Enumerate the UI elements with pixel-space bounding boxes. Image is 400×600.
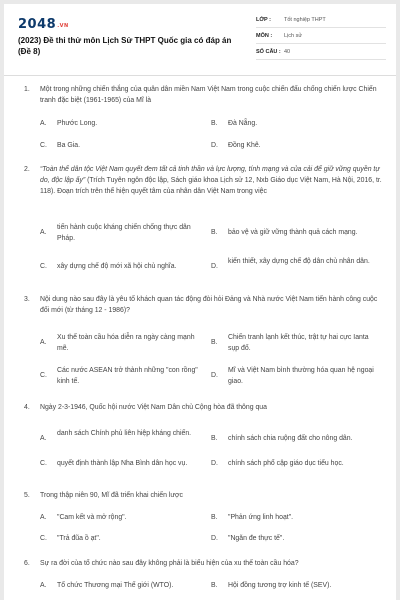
option-text: Tổ chức Thương mại Thế giới (WTO). — [57, 582, 174, 589]
meta-label: LỚP : — [256, 16, 271, 23]
question-number: 4. — [24, 404, 30, 411]
option-b[interactable] — [211, 227, 376, 238]
option-text: bảo vệ và giữ vững thành quả cách mạng. — [228, 229, 358, 236]
option-c[interactable] — [40, 140, 205, 151]
exam-page — [4, 4, 396, 600]
meta-value: Lịch sử — [284, 32, 303, 39]
question-body: Nội dung nào sau đây là yêu tố khách quan tác động đòi hỏi Đảng và Nhà nước Việt Nam tiến hành công cuộc đổi mới (từ tháng 12 - 1986)? — [40, 296, 378, 314]
option-letter: B. — [211, 514, 218, 521]
option-letter: D. — [211, 460, 218, 467]
option-b[interactable] — [211, 580, 376, 591]
option-letter: C. — [40, 142, 47, 149]
option-d[interactable] — [211, 256, 376, 270]
logo-text: 2048 — [18, 17, 57, 32]
option-letter: D. — [211, 263, 218, 270]
question-body: Sự ra đời của tổ chức nào sau đây không phải là biểu hiện của xu thế toàn cầu hóa? — [40, 560, 299, 567]
page-title: (2023) Đề thi thử môn Lịch Sử THPT Quốc gia có đáp án (Đề 8) — [18, 36, 232, 56]
meta-label: MÔN : — [256, 32, 273, 39]
option-letter: C. — [40, 535, 47, 542]
option-c[interactable] — [40, 261, 205, 272]
question-number: 3. — [24, 296, 30, 303]
meta-row-subject — [256, 28, 386, 44]
question-text — [24, 558, 384, 569]
option-text: chính sách phổ cập giáo dục tiểu học. — [228, 460, 344, 467]
option-a[interactable] — [40, 332, 205, 354]
option-letter: B. — [211, 435, 218, 442]
question-text — [24, 164, 384, 197]
question-body: Ngày 2-3-1946, Quốc hội nước Việt Nam Dân chủ Cộng hòa đã thông qua — [40, 404, 267, 411]
question-body: Một trong những chiến thắng của quân dân miền Nam Việt Nam trong cuộc chiến đấu chống chiến lược Chiến tranh đặc biệt (1961-1965) của Mĩ là — [40, 86, 377, 104]
option-letter: D. — [211, 535, 218, 542]
option-a[interactable] — [40, 512, 205, 523]
option-text: kiến thiết, xây dựng chế độ dân chủ nhân dân. — [228, 258, 370, 265]
option-letter: D. — [211, 372, 218, 379]
exam-header — [4, 4, 396, 76]
option-d[interactable] — [211, 365, 376, 387]
option-c[interactable] — [40, 533, 205, 544]
option-letter: B. — [211, 339, 218, 346]
option-b[interactable] — [211, 433, 376, 444]
question-body — [40, 164, 384, 197]
question-source: (Trích Tuyên ngôn độc lập, Sách giáo khoa Lịch sử 12, Nxb Giáo dục Việt Nam, Hà Nội, 2016, tr. 118). Đoạn trích trên thể hiện quyết tâm của nhân dân Việt Nam trong việc — [40, 177, 382, 195]
option-text: Đồng Khê. — [228, 142, 261, 149]
meta-row-count — [256, 44, 386, 60]
option-text: tiến hành cuộc kháng chiến chống thực dân Pháp. — [57, 224, 191, 242]
option-a[interactable] — [40, 580, 205, 591]
option-text: Đà Nẵng. — [228, 120, 258, 127]
option-letter: A. — [40, 435, 47, 442]
option-letter: A. — [40, 229, 47, 236]
option-d[interactable] — [211, 533, 376, 544]
option-text: Phước Long. — [57, 120, 98, 127]
option-c[interactable] — [40, 365, 205, 387]
option-text: "Phản ứng linh hoạt". — [228, 514, 294, 521]
question-quote: “Toàn thể dân tộc Việt Nam quyết đem tất cả tinh thần và lực lượng, tính mạng và của cải để giữ vững quyền tự do, độc lập ấy” — [40, 166, 380, 184]
option-letter: A. — [40, 514, 47, 521]
option-letter: C. — [40, 372, 47, 379]
option-text: quyết định thành lập Nha Bình dân học vụ. — [57, 460, 188, 467]
option-b[interactable] — [211, 332, 376, 354]
option-text: "Ngăn đe thực tế". — [228, 535, 285, 542]
option-d[interactable] — [211, 458, 376, 469]
question-number: 1. — [24, 86, 30, 93]
meta-label: SỐ CÂU : — [256, 48, 281, 55]
option-letter: C. — [40, 460, 47, 467]
option-letter: B. — [211, 582, 218, 589]
option-letter: D. — [211, 142, 218, 149]
question-text — [24, 84, 384, 106]
logo-suffix: .VN — [57, 23, 69, 29]
question-text — [24, 402, 384, 413]
option-letter: C. — [40, 263, 47, 270]
question-text — [24, 490, 384, 501]
option-b[interactable] — [211, 118, 376, 129]
option-text: Mĩ và Việt Nam bình thường hóa quan hệ ngoại giao. — [228, 367, 374, 385]
option-a[interactable] — [40, 428, 205, 442]
option-b[interactable] — [211, 512, 376, 523]
option-text: "Trả đũa ồ ạt". — [57, 535, 101, 542]
option-text: xây dựng chế độ mới xã hội chủ nghĩa. — [57, 263, 177, 270]
question-number: 5. — [24, 492, 30, 499]
meta-value: 40 — [284, 48, 291, 55]
option-text: Chiến tranh lạnh kết thúc, trật tự hai cực Ianta sụp đổ. — [228, 334, 369, 352]
option-letter: A. — [40, 339, 47, 346]
option-a[interactable] — [40, 222, 205, 244]
option-text: danh sách Chính phủ liên hiệp kháng chiến. — [57, 430, 192, 437]
option-text: "Cam kết và mở rộng". — [57, 514, 127, 521]
option-d[interactable] — [211, 140, 376, 151]
meta-row-class — [256, 12, 386, 28]
option-c[interactable] — [40, 458, 205, 469]
question-number: 2. — [24, 166, 30, 173]
question-body: Trong thập niên 90, Mĩ đã triển khai chiến lược — [40, 492, 183, 499]
option-text: Xu thế toàn cầu hóa diễn ra ngày càng mạnh mẽ. — [57, 334, 195, 352]
question-number: 6. — [24, 560, 30, 567]
question-text — [24, 294, 384, 316]
option-letter: A. — [40, 120, 47, 127]
site-logo[interactable] — [18, 17, 69, 32]
option-text: chính sách chia ruộng đất cho nông dân. — [228, 435, 353, 442]
option-text: Ba Gia. — [57, 142, 80, 149]
option-letter: A. — [40, 582, 47, 589]
exam-meta-table — [256, 12, 386, 60]
option-text: Hội đồng tương trợ kinh tế (SEV). — [228, 582, 332, 589]
option-a[interactable] — [40, 118, 205, 129]
option-text: Các nước ASEAN trở thành những "con rồng" kinh tế. — [57, 367, 198, 385]
option-letter: B. — [211, 229, 218, 236]
meta-value: Tốt nghiệp THPT — [284, 16, 326, 23]
option-letter: B. — [211, 120, 218, 127]
